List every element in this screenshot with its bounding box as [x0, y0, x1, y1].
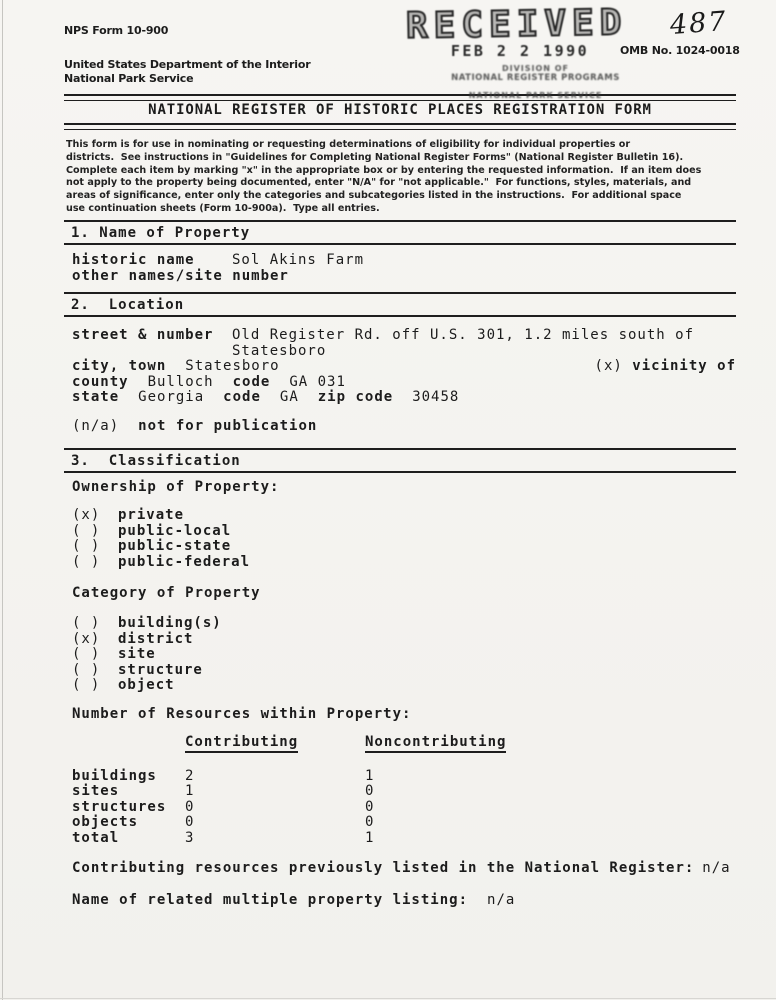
- category-option-label: district: [118, 630, 194, 647]
- instructions-line: areas of significance, enter only the categories and subcategories listed in the instructions. For additional space: [66, 190, 682, 202]
- ownership-option: [72, 555, 250, 571]
- instructions-line: districts. See instructions in "Guidelines for Completing National Register Forms" (National Register Bulletin 16).: [66, 151, 684, 163]
- previously-listed-value: n/a: [702, 860, 731, 876]
- row-label: structures: [72, 798, 167, 815]
- received-stamp: [406, 4, 634, 60]
- agency-line-2: National Park Service: [64, 72, 194, 85]
- ownership-checkbox: ( ): [72, 522, 101, 539]
- row-label: sites: [72, 783, 120, 799]
- street-value: Old Register Rd. off U.S. 301, 1.2 miles south of: [232, 327, 695, 343]
- noncontributing-value: 1: [365, 767, 375, 784]
- instructions-line: This form is for use in nominating or requesting determinations of eligibility for individual properties or: [66, 139, 631, 150]
- table-row: [72, 800, 506, 816]
- row-label: objects: [72, 814, 139, 830]
- historic-name-label: historic name: [72, 252, 195, 268]
- multiple-listing-label: Name of related multiple property listing:: [72, 892, 469, 908]
- section-2-location: [64, 292, 736, 317]
- county-label: county: [72, 373, 129, 390]
- state-code-value: GA: [279, 389, 299, 405]
- contributing-value: 1: [185, 783, 195, 799]
- category-options: [72, 616, 222, 694]
- category-option: [72, 616, 222, 632]
- street-value-continuation: Statesboro: [232, 342, 327, 359]
- contributing-value: 3: [185, 829, 195, 846]
- category-heading: Category of Property: [72, 585, 261, 601]
- ownership-option-label: public-federal: [118, 553, 251, 570]
- ownership-checkbox: (x): [72, 507, 101, 523]
- category-checkbox: ( ): [72, 661, 101, 678]
- ownership-heading: Ownership of Property:: [72, 479, 280, 495]
- noncontributing-value: 0: [365, 783, 375, 799]
- division-stamp-line-3: NATIONAL PARK SERVICE: [468, 91, 603, 100]
- scan-edge-artifact: [0, 998, 776, 999]
- instructions-line: use continuation sheets (Form 10-900a). Type all entries.: [66, 202, 380, 214]
- section-1-name-of-property: [64, 220, 736, 245]
- previously-listed-label: Contributing resources previously listed in the National Register:: [72, 860, 695, 876]
- category-option-label: building(s): [118, 615, 222, 631]
- zip-code-label: zip code: [317, 389, 394, 405]
- scan-edge-artifact: [2, 0, 3, 1000]
- omb-number: OMB No. 1024-0018: [620, 44, 740, 57]
- category-option: [72, 663, 222, 679]
- not-for-publication-checkbox: (n/a): [72, 418, 120, 434]
- historic-name-value: Sol Akins Farm: [232, 252, 365, 268]
- vicinity-checkbox: (x): [594, 358, 623, 374]
- ownership-option: [72, 539, 250, 555]
- received-stamp-text: RECEIVED: [405, 2, 628, 47]
- city-label: city, town: [72, 358, 167, 374]
- other-names-row: [72, 269, 364, 285]
- resources-table-header: [72, 735, 506, 751]
- vicinity-label: vicinity of: [632, 358, 736, 374]
- category-checkbox: ( ): [72, 615, 101, 631]
- ownership-option: [72, 508, 250, 524]
- city-row: [72, 359, 736, 375]
- county-code-value: GA 031: [289, 373, 346, 390]
- table-row: [72, 769, 506, 785]
- section-3-heading: 3. Classification: [64, 450, 736, 473]
- ownership-checkbox: ( ): [72, 538, 101, 554]
- ownership-checkbox: ( ): [72, 553, 101, 570]
- historic-name-row: [72, 253, 364, 269]
- zip-code-value: 30458: [412, 389, 460, 405]
- category-option-label: object: [118, 677, 175, 693]
- ownership-option-label: public-local: [118, 522, 232, 539]
- previously-listed-row: [72, 861, 731, 877]
- row-label: total: [72, 829, 120, 846]
- table-row: [72, 815, 506, 831]
- form-number: NPS Form 10-900: [64, 24, 169, 37]
- county-value: Bulloch: [147, 373, 214, 390]
- agency-line-1: United States Department of the Interior: [64, 58, 311, 71]
- category-option: [72, 678, 222, 694]
- handwritten-number: 487: [668, 6, 729, 41]
- ownership-options: [72, 508, 250, 570]
- ownership-option-label: private: [118, 507, 185, 523]
- category-checkbox: (x): [72, 630, 101, 647]
- category-checkbox: ( ): [72, 677, 101, 693]
- multiple-listing-value: n/a: [487, 892, 516, 908]
- city-value: Statesboro: [185, 358, 280, 374]
- state-value: Georgia: [138, 389, 205, 405]
- category-option: [72, 647, 222, 663]
- instructions-line: Complete each item by marking "x" in the appropriate box or by entering the requested information. If an item does: [66, 164, 702, 176]
- street-row: [72, 328, 736, 344]
- ownership-option-label: public-state: [118, 538, 232, 554]
- county-row: [72, 375, 736, 391]
- noncontributing-value: 1: [365, 829, 375, 846]
- state-label: state: [72, 389, 120, 405]
- state-code-label: code: [223, 389, 261, 405]
- county-code-label: code: [232, 373, 271, 390]
- other-names-label: other names/site number: [72, 267, 289, 284]
- division-stamp-line-2: NATIONAL REGISTER PROGRAMS: [451, 73, 620, 83]
- contributing-value: 2: [185, 767, 195, 784]
- table-row: [72, 831, 506, 847]
- instructions-paragraph: [66, 139, 701, 216]
- noncontributing-value: 0: [365, 814, 375, 830]
- noncontributing-value: 0: [365, 798, 375, 815]
- contributing-value: 0: [185, 798, 195, 815]
- section-1-heading: 1. Name of Property: [64, 222, 736, 245]
- table-row: [72, 784, 506, 800]
- form-title: NATIONAL REGISTER OF HISTORIC PLACES REGISTRATION FORM: [148, 102, 652, 118]
- not-for-publication-label: not for publication: [138, 418, 318, 434]
- section-2-heading: 2. Location: [64, 294, 736, 317]
- rule-below-title: [64, 123, 736, 130]
- noncontributing-column-header: Noncontributing: [365, 734, 506, 753]
- division-stamp: [428, 64, 643, 100]
- not-for-publication-row: [72, 419, 317, 435]
- resources-heading: Number of Resources within Property:: [72, 706, 412, 722]
- section-3-classification: [64, 448, 736, 473]
- category-option: [72, 632, 222, 648]
- category-option-label: site: [118, 646, 156, 662]
- contributing-column-header: Contributing: [185, 734, 298, 753]
- contributing-value: 0: [185, 814, 195, 830]
- row-label: buildings: [72, 767, 157, 784]
- instructions-line: not apply to the property being documented, enter "N/A" for "not applicable." For functions, styles, materials, and: [66, 177, 692, 189]
- division-stamp-line-1: DIVISION OF: [501, 64, 570, 73]
- ownership-option: [72, 524, 250, 540]
- category-option-label: structure: [118, 661, 203, 678]
- resources-table: [72, 735, 506, 846]
- state-row: [72, 390, 736, 406]
- multiple-listing-row: [72, 893, 515, 909]
- category-checkbox: ( ): [72, 646, 101, 662]
- received-stamp-date: FEB 2 2 1990: [450, 42, 590, 60]
- vicinity-field: [595, 359, 736, 375]
- street-label: street & number: [72, 327, 214, 343]
